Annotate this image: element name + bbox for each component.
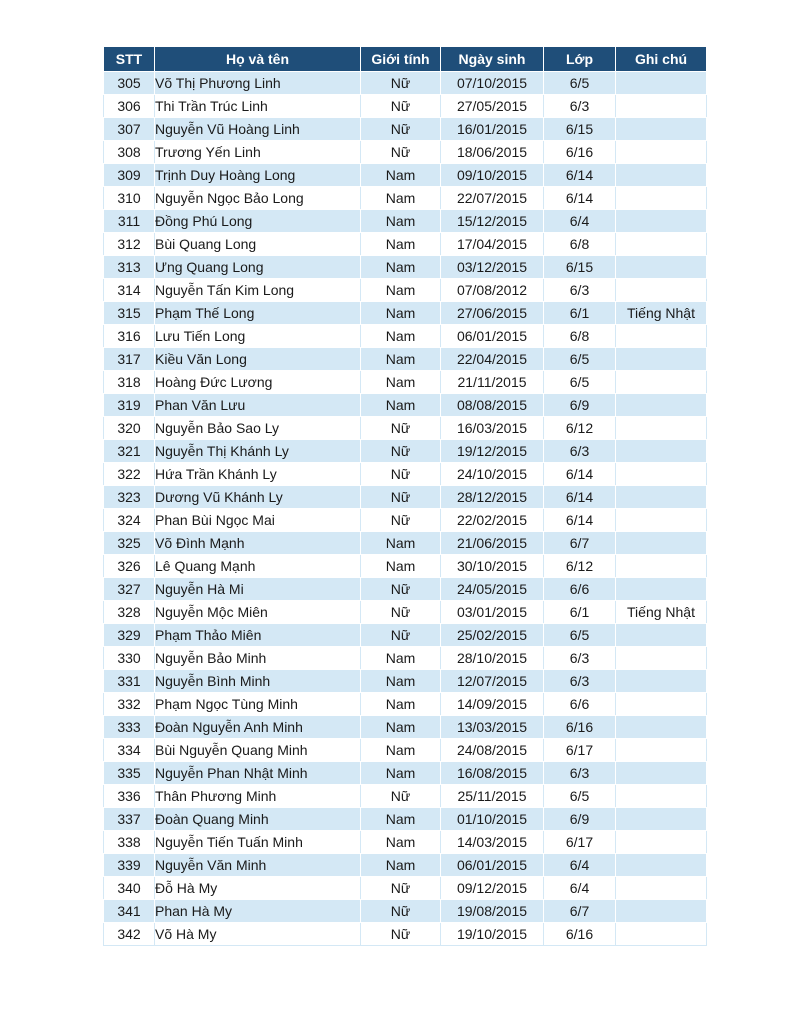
cell-birth-date: 19/08/2015 xyxy=(441,900,544,923)
cell-birth-date: 06/01/2015 xyxy=(441,854,544,877)
cell-gender: Nam xyxy=(361,762,441,785)
cell-full-name: Nguyễn Thị Khánh Ly xyxy=(155,440,361,463)
table-row xyxy=(104,141,707,164)
cell-stt: 334 xyxy=(104,739,155,762)
cell-birth-date: 24/10/2015 xyxy=(441,463,544,486)
table-row xyxy=(104,601,707,624)
cell-class: 6/3 xyxy=(544,670,616,693)
cell-stt: 307 xyxy=(104,118,155,141)
header-gender: Giới tính xyxy=(361,47,441,72)
cell-stt: 341 xyxy=(104,900,155,923)
cell-class: 6/7 xyxy=(544,900,616,923)
cell-full-name: Đoàn Nguyễn Anh Minh xyxy=(155,716,361,739)
cell-full-name: Nguyễn Tấn Kim Long xyxy=(155,279,361,302)
cell-note xyxy=(616,210,707,233)
cell-class: 6/17 xyxy=(544,831,616,854)
table-row xyxy=(104,900,707,923)
cell-gender: Nữ xyxy=(361,877,441,900)
cell-stt: 329 xyxy=(104,624,155,647)
header-full-name: Họ và tên xyxy=(155,47,361,72)
table-row xyxy=(104,831,707,854)
cell-birth-date: 14/09/2015 xyxy=(441,693,544,716)
table-row xyxy=(104,417,707,440)
cell-note xyxy=(616,417,707,440)
cell-gender: Nam xyxy=(361,210,441,233)
cell-gender: Nam xyxy=(361,233,441,256)
cell-birth-date: 14/03/2015 xyxy=(441,831,544,854)
cell-full-name: Đồng Phú Long xyxy=(155,210,361,233)
cell-class: 6/14 xyxy=(544,509,616,532)
table-row xyxy=(104,555,707,578)
cell-gender: Nữ xyxy=(361,624,441,647)
cell-full-name: Đoàn Quang Minh xyxy=(155,808,361,831)
cell-birth-date: 24/08/2015 xyxy=(441,739,544,762)
table-row xyxy=(104,693,707,716)
cell-full-name: Trương Yến Linh xyxy=(155,141,361,164)
cell-gender: Nam xyxy=(361,693,441,716)
cell-class: 6/5 xyxy=(544,785,616,808)
cell-note xyxy=(616,486,707,509)
cell-gender: Nam xyxy=(361,279,441,302)
cell-class: 6/3 xyxy=(544,647,616,670)
cell-stt: 313 xyxy=(104,256,155,279)
cell-stt: 323 xyxy=(104,486,155,509)
cell-class: 6/8 xyxy=(544,325,616,348)
cell-birth-date: 30/10/2015 xyxy=(441,555,544,578)
cell-gender: Nữ xyxy=(361,578,441,601)
table-row xyxy=(104,509,707,532)
table-row xyxy=(104,670,707,693)
cell-birth-date: 27/06/2015 xyxy=(441,302,544,325)
cell-class: 6/3 xyxy=(544,440,616,463)
cell-full-name: Kiều Văn Long xyxy=(155,348,361,371)
cell-stt: 330 xyxy=(104,647,155,670)
cell-note xyxy=(616,532,707,555)
table-row xyxy=(104,164,707,187)
cell-full-name: Thi Trần Trúc Linh xyxy=(155,95,361,118)
cell-note xyxy=(616,325,707,348)
cell-class: 6/12 xyxy=(544,417,616,440)
cell-birth-date: 24/05/2015 xyxy=(441,578,544,601)
cell-gender: Nam xyxy=(361,348,441,371)
cell-birth-date: 22/04/2015 xyxy=(441,348,544,371)
cell-birth-date: 25/02/2015 xyxy=(441,624,544,647)
cell-class: 6/17 xyxy=(544,739,616,762)
cell-full-name: Nguyễn Mộc Miên xyxy=(155,601,361,624)
cell-note xyxy=(616,670,707,693)
cell-stt: 318 xyxy=(104,371,155,394)
table-row xyxy=(104,785,707,808)
header-row xyxy=(104,47,707,72)
cell-note xyxy=(616,854,707,877)
cell-full-name: Võ Hà My xyxy=(155,923,361,946)
cell-full-name: Nguyễn Bảo Minh xyxy=(155,647,361,670)
cell-class: 6/4 xyxy=(544,210,616,233)
table-row xyxy=(104,302,707,325)
cell-stt: 317 xyxy=(104,348,155,371)
cell-gender: Nữ xyxy=(361,95,441,118)
cell-note xyxy=(616,440,707,463)
table-row xyxy=(104,463,707,486)
cell-full-name: Lưu Tiến Long xyxy=(155,325,361,348)
cell-full-name: Dương Vũ Khánh Ly xyxy=(155,486,361,509)
cell-full-name: Nguyễn Bảo Sao Ly xyxy=(155,417,361,440)
cell-stt: 321 xyxy=(104,440,155,463)
cell-stt: 328 xyxy=(104,601,155,624)
cell-gender: Nam xyxy=(361,670,441,693)
cell-gender: Nam xyxy=(361,371,441,394)
cell-class: 6/3 xyxy=(544,95,616,118)
table-row xyxy=(104,118,707,141)
cell-full-name: Lê Quang Mạnh xyxy=(155,555,361,578)
cell-gender: Nam xyxy=(361,739,441,762)
cell-note xyxy=(616,371,707,394)
table-row xyxy=(104,486,707,509)
cell-stt: 325 xyxy=(104,532,155,555)
cell-birth-date: 17/04/2015 xyxy=(441,233,544,256)
cell-stt: 315 xyxy=(104,302,155,325)
table-row xyxy=(104,578,707,601)
table-row xyxy=(104,348,707,371)
table-row xyxy=(104,762,707,785)
cell-full-name: Võ Thị Phương Linh xyxy=(155,72,361,95)
cell-stt: 306 xyxy=(104,95,155,118)
table-row xyxy=(104,210,707,233)
cell-gender: Nữ xyxy=(361,785,441,808)
cell-birth-date: 06/01/2015 xyxy=(441,325,544,348)
cell-note xyxy=(616,647,707,670)
header-class: Lớp xyxy=(544,47,616,72)
cell-birth-date: 19/10/2015 xyxy=(441,923,544,946)
cell-gender: Nữ xyxy=(361,141,441,164)
cell-birth-date: 07/10/2015 xyxy=(441,72,544,95)
cell-stt: 331 xyxy=(104,670,155,693)
cell-class: 6/12 xyxy=(544,555,616,578)
table-row xyxy=(104,440,707,463)
cell-full-name: Phạm Thảo Miên xyxy=(155,624,361,647)
cell-stt: 312 xyxy=(104,233,155,256)
cell-stt: 310 xyxy=(104,187,155,210)
cell-full-name: Nguyễn Văn Minh xyxy=(155,854,361,877)
cell-stt: 314 xyxy=(104,279,155,302)
cell-class: 6/3 xyxy=(544,762,616,785)
table-row xyxy=(104,187,707,210)
student-list-table xyxy=(103,46,707,946)
cell-note xyxy=(616,348,707,371)
header-stt: STT xyxy=(104,47,155,72)
cell-stt: 320 xyxy=(104,417,155,440)
table-row xyxy=(104,854,707,877)
cell-note xyxy=(616,141,707,164)
cell-class: 6/6 xyxy=(544,578,616,601)
cell-full-name: Nguyễn Phan Nhật Minh xyxy=(155,762,361,785)
cell-class: 6/4 xyxy=(544,854,616,877)
cell-note xyxy=(616,923,707,946)
cell-class: 6/4 xyxy=(544,877,616,900)
cell-class: 6/16 xyxy=(544,923,616,946)
cell-stt: 311 xyxy=(104,210,155,233)
cell-full-name: Ưng Quang Long xyxy=(155,256,361,279)
cell-full-name: Hứa Trần Khánh Ly xyxy=(155,463,361,486)
table-row xyxy=(104,877,707,900)
cell-stt: 333 xyxy=(104,716,155,739)
cell-note xyxy=(616,72,707,95)
header-birth-date: Ngày sinh xyxy=(441,47,544,72)
cell-note xyxy=(616,877,707,900)
cell-birth-date: 22/02/2015 xyxy=(441,509,544,532)
cell-gender: Nam xyxy=(361,831,441,854)
cell-gender: Nữ xyxy=(361,486,441,509)
cell-stt: 338 xyxy=(104,831,155,854)
cell-class: 6/5 xyxy=(544,72,616,95)
cell-class: 6/8 xyxy=(544,233,616,256)
cell-gender: Nam xyxy=(361,302,441,325)
table-row xyxy=(104,532,707,555)
cell-full-name: Nguyễn Tiến Tuấn Minh xyxy=(155,831,361,854)
cell-stt: 327 xyxy=(104,578,155,601)
cell-class: 6/9 xyxy=(544,808,616,831)
table-body xyxy=(104,72,707,946)
cell-gender: Nam xyxy=(361,854,441,877)
cell-birth-date: 21/06/2015 xyxy=(441,532,544,555)
cell-birth-date: 18/06/2015 xyxy=(441,141,544,164)
cell-gender: Nữ xyxy=(361,923,441,946)
cell-full-name: Phan Bùi Ngọc Mai xyxy=(155,509,361,532)
table-row xyxy=(104,72,707,95)
cell-gender: Nữ xyxy=(361,463,441,486)
cell-gender: Nam xyxy=(361,256,441,279)
table-row xyxy=(104,371,707,394)
cell-class: 6/5 xyxy=(544,348,616,371)
cell-birth-date: 03/12/2015 xyxy=(441,256,544,279)
table-row xyxy=(104,325,707,348)
cell-birth-date: 19/12/2015 xyxy=(441,440,544,463)
cell-birth-date: 13/03/2015 xyxy=(441,716,544,739)
cell-class: 6/14 xyxy=(544,463,616,486)
cell-note xyxy=(616,118,707,141)
cell-note xyxy=(616,785,707,808)
cell-gender: Nam xyxy=(361,555,441,578)
cell-note xyxy=(616,716,707,739)
cell-note xyxy=(616,95,707,118)
cell-note xyxy=(616,164,707,187)
cell-stt: 319 xyxy=(104,394,155,417)
cell-note xyxy=(616,187,707,210)
cell-note xyxy=(616,233,707,256)
cell-stt: 342 xyxy=(104,923,155,946)
cell-class: 6/15 xyxy=(544,118,616,141)
cell-birth-date: 16/03/2015 xyxy=(441,417,544,440)
cell-birth-date: 21/11/2015 xyxy=(441,371,544,394)
cell-gender: Nam xyxy=(361,647,441,670)
cell-stt: 316 xyxy=(104,325,155,348)
header-note: Ghi chú xyxy=(616,47,707,72)
cell-stt: 308 xyxy=(104,141,155,164)
cell-note: Tiếng Nhật xyxy=(616,302,707,325)
cell-birth-date: 09/12/2015 xyxy=(441,877,544,900)
table-row xyxy=(104,716,707,739)
cell-class: 6/3 xyxy=(544,279,616,302)
cell-stt: 305 xyxy=(104,72,155,95)
cell-note xyxy=(616,693,707,716)
cell-full-name: Nguyễn Hà Mi xyxy=(155,578,361,601)
cell-gender: Nam xyxy=(361,532,441,555)
cell-class: 6/16 xyxy=(544,141,616,164)
table-row xyxy=(104,647,707,670)
cell-stt: 339 xyxy=(104,854,155,877)
cell-full-name: Bùi Quang Long xyxy=(155,233,361,256)
cell-stt: 322 xyxy=(104,463,155,486)
cell-note xyxy=(616,831,707,854)
cell-gender: Nam xyxy=(361,716,441,739)
cell-stt: 324 xyxy=(104,509,155,532)
cell-note xyxy=(616,279,707,302)
cell-note xyxy=(616,762,707,785)
cell-note xyxy=(616,739,707,762)
cell-birth-date: 07/08/2012 xyxy=(441,279,544,302)
cell-gender: Nữ xyxy=(361,509,441,532)
cell-full-name: Phan Hà My xyxy=(155,900,361,923)
cell-class: 6/14 xyxy=(544,187,616,210)
cell-birth-date: 28/10/2015 xyxy=(441,647,544,670)
cell-gender: Nam xyxy=(361,325,441,348)
cell-class: 6/7 xyxy=(544,532,616,555)
cell-birth-date: 25/11/2015 xyxy=(441,785,544,808)
table-row xyxy=(104,808,707,831)
cell-class: 6/15 xyxy=(544,256,616,279)
cell-birth-date: 09/10/2015 xyxy=(441,164,544,187)
cell-stt: 335 xyxy=(104,762,155,785)
table-row xyxy=(104,923,707,946)
cell-birth-date: 03/01/2015 xyxy=(441,601,544,624)
table-row xyxy=(104,624,707,647)
table-header xyxy=(104,47,707,72)
cell-full-name: Phạm Thế Long xyxy=(155,302,361,325)
cell-note xyxy=(616,509,707,532)
cell-birth-date: 08/08/2015 xyxy=(441,394,544,417)
cell-class: 6/6 xyxy=(544,693,616,716)
cell-birth-date: 01/10/2015 xyxy=(441,808,544,831)
cell-stt: 336 xyxy=(104,785,155,808)
cell-gender: Nam xyxy=(361,808,441,831)
cell-full-name: Phạm Ngọc Tùng Minh xyxy=(155,693,361,716)
cell-gender: Nữ xyxy=(361,900,441,923)
cell-gender: Nữ xyxy=(361,417,441,440)
cell-note xyxy=(616,808,707,831)
cell-note xyxy=(616,256,707,279)
cell-gender: Nữ xyxy=(361,601,441,624)
cell-gender: Nữ xyxy=(361,118,441,141)
cell-note xyxy=(616,900,707,923)
cell-class: 6/9 xyxy=(544,394,616,417)
cell-gender: Nam xyxy=(361,394,441,417)
cell-full-name: Thân Phương Minh xyxy=(155,785,361,808)
cell-birth-date: 12/07/2015 xyxy=(441,670,544,693)
cell-gender: Nữ xyxy=(361,72,441,95)
cell-note: Tiếng Nhật xyxy=(616,601,707,624)
table-row xyxy=(104,279,707,302)
cell-full-name: Nguyễn Bình Minh xyxy=(155,670,361,693)
cell-class: 6/14 xyxy=(544,164,616,187)
cell-stt: 332 xyxy=(104,693,155,716)
table-row xyxy=(104,95,707,118)
cell-note xyxy=(616,463,707,486)
cell-note xyxy=(616,394,707,417)
cell-birth-date: 28/12/2015 xyxy=(441,486,544,509)
cell-birth-date: 22/07/2015 xyxy=(441,187,544,210)
table-row xyxy=(104,256,707,279)
cell-birth-date: 27/05/2015 xyxy=(441,95,544,118)
cell-gender: Nữ xyxy=(361,440,441,463)
cell-full-name: Nguyễn Ngọc Bảo Long xyxy=(155,187,361,210)
cell-stt: 309 xyxy=(104,164,155,187)
cell-class: 6/1 xyxy=(544,601,616,624)
table-row xyxy=(104,233,707,256)
cell-note xyxy=(616,624,707,647)
cell-stt: 326 xyxy=(104,555,155,578)
cell-birth-date: 16/08/2015 xyxy=(441,762,544,785)
cell-stt: 337 xyxy=(104,808,155,831)
cell-gender: Nam xyxy=(361,187,441,210)
cell-full-name: Phan Văn Lưu xyxy=(155,394,361,417)
cell-full-name: Trịnh Duy Hoàng Long xyxy=(155,164,361,187)
cell-class: 6/16 xyxy=(544,716,616,739)
table-row xyxy=(104,739,707,762)
cell-gender: Nam xyxy=(361,164,441,187)
cell-full-name: Đỗ Hà My xyxy=(155,877,361,900)
table-row xyxy=(104,394,707,417)
cell-class: 6/5 xyxy=(544,371,616,394)
cell-birth-date: 16/01/2015 xyxy=(441,118,544,141)
cell-class: 6/1 xyxy=(544,302,616,325)
cell-birth-date: 15/12/2015 xyxy=(441,210,544,233)
cell-class: 6/14 xyxy=(544,486,616,509)
cell-full-name: Nguyễn Vũ Hoàng Linh xyxy=(155,118,361,141)
cell-full-name: Bùi Nguyễn Quang Minh xyxy=(155,739,361,762)
cell-full-name: Võ Đình Mạnh xyxy=(155,532,361,555)
cell-note xyxy=(616,578,707,601)
cell-stt: 340 xyxy=(104,877,155,900)
cell-class: 6/5 xyxy=(544,624,616,647)
cell-note xyxy=(616,555,707,578)
cell-full-name: Hoàng Đức Lương xyxy=(155,371,361,394)
